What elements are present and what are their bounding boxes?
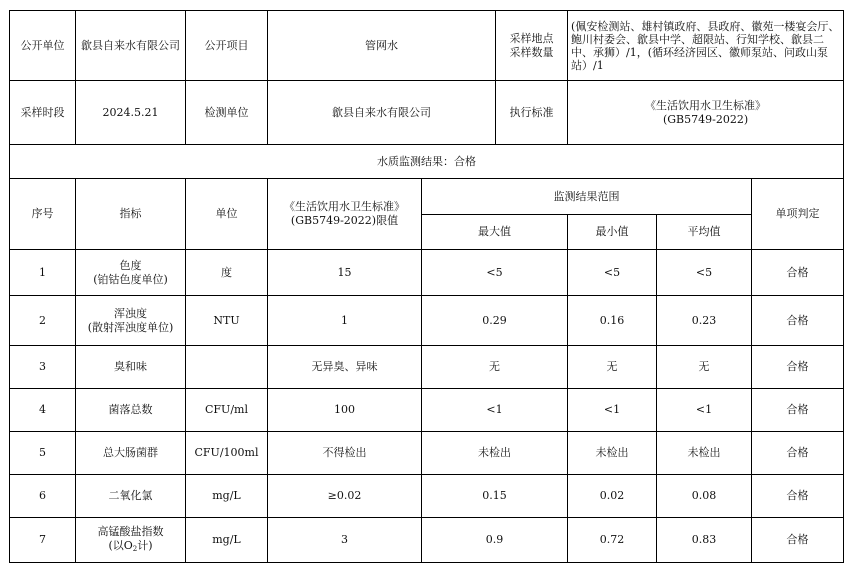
row-indicator: 菌落总数 [76, 389, 186, 432]
col-max: 最大值 [422, 215, 568, 250]
row-avg: 无 [657, 346, 752, 389]
row-verdict: 合格 [752, 250, 844, 296]
table-row [10, 296, 844, 346]
row-min: 0.16 [568, 296, 657, 346]
row-unit: 度 [186, 250, 268, 296]
water-quality-report [9, 10, 843, 563]
table-row [10, 250, 844, 296]
row-indicator: 总大肠菌群 [76, 432, 186, 475]
row-max: 0.15 [422, 475, 568, 518]
site-label-line-1: 采样地点 [509, 31, 554, 45]
row-no: 7 [10, 518, 76, 563]
row-avg: 未检出 [657, 432, 752, 475]
row-limit: 无异臭、异味 [268, 346, 422, 389]
table-row [10, 432, 844, 475]
col-verdict: 单项判定 [752, 179, 844, 250]
summary-text: 水质监测结果：合格 [10, 145, 844, 179]
col-min: 最小值 [568, 215, 657, 250]
row-unit: NTU [186, 296, 268, 346]
row-unit: mg/L [186, 475, 268, 518]
col-limit [268, 179, 422, 250]
std-value-line-1: 《生活饮用水卫生标准》 [645, 98, 767, 112]
row-indicator [76, 296, 186, 346]
row-limit: 不得检出 [268, 432, 422, 475]
row-avg: <1 [657, 389, 752, 432]
col-limit-line-2: (GB5749-2022)限值 [290, 214, 399, 227]
column-header-row-1 [10, 179, 844, 215]
row-max: 0.29 [422, 296, 568, 346]
row-max: <5 [422, 250, 568, 296]
row-min: 0.02 [568, 475, 657, 518]
table-row [10, 518, 844, 563]
unit-label: 公开单位 [10, 11, 76, 81]
row-indicator [76, 250, 186, 296]
row-min: 无 [568, 346, 657, 389]
row-avg: <5 [657, 250, 752, 296]
row-limit: 15 [268, 250, 422, 296]
row-avg: 0.83 [657, 518, 752, 563]
col-avg: 平均值 [657, 215, 752, 250]
table-row [10, 475, 844, 518]
row-avg: 0.08 [657, 475, 752, 518]
row-min: <1 [568, 389, 657, 432]
unit-value: 歙县自来水有限公司 [76, 11, 186, 81]
row-avg: 0.23 [657, 296, 752, 346]
table-row [10, 389, 844, 432]
table-row [10, 346, 844, 389]
col-no: 序号 [10, 179, 76, 250]
row-max: 无 [422, 346, 568, 389]
site-value: (佩安检测站、雄村镇政府、县政府、徽苑一楼宴会厅、鲍川村委会、歙县中学、超限站、行知学校、歙县二中、承狮）/1，(循环经济园区、徽师泵站、问政山泵站）/1 [568, 11, 844, 81]
row-indicator-line-1: 高锰酸盐指数 [97, 524, 164, 538]
row-verdict: 合格 [752, 389, 844, 432]
row-unit [186, 346, 268, 389]
row-no: 1 [10, 250, 76, 296]
period-label: 采样时段 [10, 81, 76, 145]
row-indicator-pre: (以O [108, 538, 133, 552]
row-indicator-line-1: 色度 [119, 258, 142, 272]
row-min: <5 [568, 250, 657, 296]
col-unit: 单位 [186, 179, 268, 250]
row-indicator-line-2: (散射浑浊度单位) [87, 320, 174, 334]
col-limit-line-1: 《生活饮用水卫生标准》 [284, 200, 405, 213]
row-no: 3 [10, 346, 76, 389]
site-label-line-2: 采样数量 [509, 45, 554, 59]
row-indicator: 二氧化氯 [76, 475, 186, 518]
row-no: 6 [10, 475, 76, 518]
row-max: <1 [422, 389, 568, 432]
header-row-2 [10, 81, 844, 145]
std-value [568, 81, 844, 145]
row-max: 未检出 [422, 432, 568, 475]
col-range: 监测结果范围 [422, 179, 752, 215]
row-limit: ≥0.02 [268, 475, 422, 518]
std-value-line-2: (GB5749-2022) [662, 112, 749, 126]
row-verdict: 合格 [752, 518, 844, 563]
row-verdict: 合格 [752, 432, 844, 475]
col-indicator: 指标 [76, 179, 186, 250]
row-no: 2 [10, 296, 76, 346]
row-unit: mg/L [186, 518, 268, 563]
row-limit: 3 [268, 518, 422, 563]
row-indicator-line-2: (铂钴色度单位) [93, 272, 168, 286]
row-limit: 100 [268, 389, 422, 432]
row-no: 5 [10, 432, 76, 475]
lab-value: 歙县自来水有限公司 [268, 81, 496, 145]
row-min: 未检出 [568, 432, 657, 475]
lab-label: 检测单位 [186, 81, 268, 145]
row-unit: CFU/ml [186, 389, 268, 432]
item-value: 管网水 [268, 11, 496, 81]
row-no: 4 [10, 389, 76, 432]
item-label: 公开项目 [186, 11, 268, 81]
header-row-1 [10, 11, 844, 81]
row-indicator-line-1: 浑浊度 [114, 306, 147, 320]
row-verdict: 合格 [752, 296, 844, 346]
row-unit: CFU/100ml [186, 432, 268, 475]
row-max: 0.9 [422, 518, 568, 563]
row-indicator: 臭和味 [76, 346, 186, 389]
row-indicator-post: 计) [137, 538, 153, 552]
std-label: 执行标准 [496, 81, 568, 145]
row-limit: 1 [268, 296, 422, 346]
row-indicator-subscript: 2 [132, 544, 138, 553]
row-min: 0.72 [568, 518, 657, 563]
site-label [496, 11, 568, 81]
report-table [9, 10, 844, 563]
row-verdict: 合格 [752, 346, 844, 389]
summary-row [10, 145, 844, 179]
row-indicator [76, 518, 186, 563]
row-indicator-line-2 [78, 539, 183, 556]
row-verdict: 合格 [752, 475, 844, 518]
period-value: 2024.5.21 [76, 81, 186, 145]
